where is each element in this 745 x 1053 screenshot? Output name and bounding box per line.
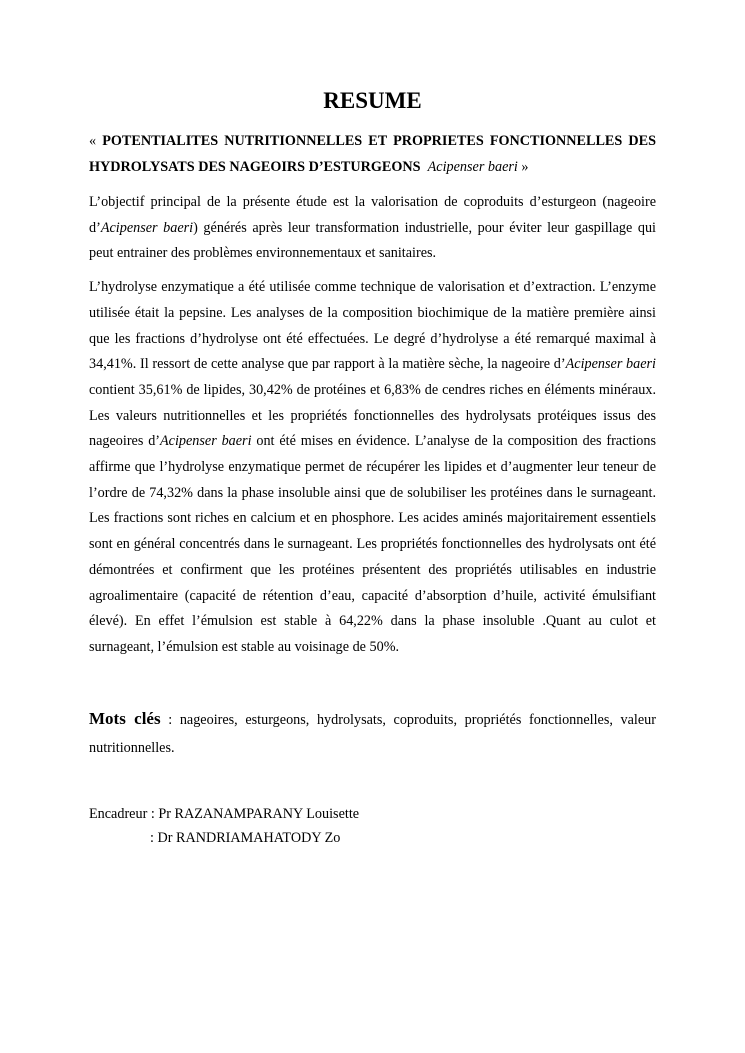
paragraph-results <box>89 275 656 661</box>
supervisor-line-1: Encadreur : Pr RAZANAMPARANY Louisette <box>89 805 360 822</box>
supervisors-section <box>89 802 656 850</box>
paragraph2-species-1: Acipenser baeri <box>565 356 656 373</box>
paragraph2-text-2: contient 35,61% de lipides, 30,42% de protéines et 6,83% de cendres riches en éléments minéraux. Les valeurs nutritionnelles et les propriétés fonctionnelles des hydrolysats protéiques issus des nageoires d’ <box>89 381 656 450</box>
paragraph2-text-1: L’hydrolyse enzymatique a été utilisée comme technique de valorisation et d’extraction. L’enzyme utilisée était la pepsine. Les analyses de la composition biochimique de la matière première ainsi que les fractions d’hydrolyse ont été effectuées. Le degré d’hydrolyse a été remarqué maximal à 34,41%. Il ressort de cette analyse que par rapport à la matière sèche, la nageoire d’ <box>89 279 656 373</box>
paragraph2-text-3: ont été mises en évidence. L’analyse de la composition des fractions affirme que l’hydrolyse enzymatique permet de récupérer les lipides et d’augmenter leur teneur de l’ordre de 74,32% dans la phase insoluble ainsi que de solubiliser les protéines dans le surnageant. Les fractions sont riches en calcium et en phosphore. Les acides aminés majoritairement essentiels sont en général concentrés dans le surnageant. Les propriétés fonctionnelles des hydrolysats ont été démontrées et confirment que les protéines présentent des propriétés utilisables en industrie agroalimentaire (capacité de rétention d’eau, capacité d’absorption d’huile, activité émulsifiant élevé). En effet l’émulsion est stable à 64,22% dans la phase insoluble .Quant au culot et surnageant, l’émulsion est stable au voisinage de 50%. <box>89 433 656 655</box>
keywords-section <box>89 705 656 762</box>
supervisor-line-2: : Dr RANDRIAMAHATODY Zo <box>150 829 341 846</box>
paragraph1-species: Acipenser baeri <box>100 219 194 236</box>
paragraph1-text-1: L’objectif principal de la présente étude est la valorisation de coproduits d’esturgeon (nageoire d’ <box>89 194 656 236</box>
subtitle-open-quote: « <box>89 133 103 149</box>
paragraph2-species-2: Acipenser baeri <box>160 433 252 450</box>
page-title: RESUME <box>323 88 422 113</box>
keywords-label: Mots clés <box>89 708 161 728</box>
paragraph1-text-2: ) générés après leur transformation industrielle, pour éviter leur gaspillage qui peut entrainer des problèmes environnementaux et sanitaires. <box>89 219 656 262</box>
paragraph-objective <box>89 190 656 267</box>
subtitle-caps-text: POTENTIALITES NUTRITIONNELLES ET PROPRIETES FONCTIONNELLES DES HYDROLYSATS DES NAGEOIRS D’ESTURGEONS <box>89 133 656 175</box>
subtitle-close-quote: » <box>517 159 529 175</box>
keywords-text: nageoires, esturgeons, hydrolysats, coproduits, propriétés fonctionnelles, valeur nutritionnelles. <box>89 711 656 756</box>
document-page <box>89 86 656 850</box>
subtitle-species: Acipenser baeri <box>427 159 518 175</box>
thesis-subtitle <box>89 128 656 180</box>
keywords-separator: : <box>160 711 180 728</box>
